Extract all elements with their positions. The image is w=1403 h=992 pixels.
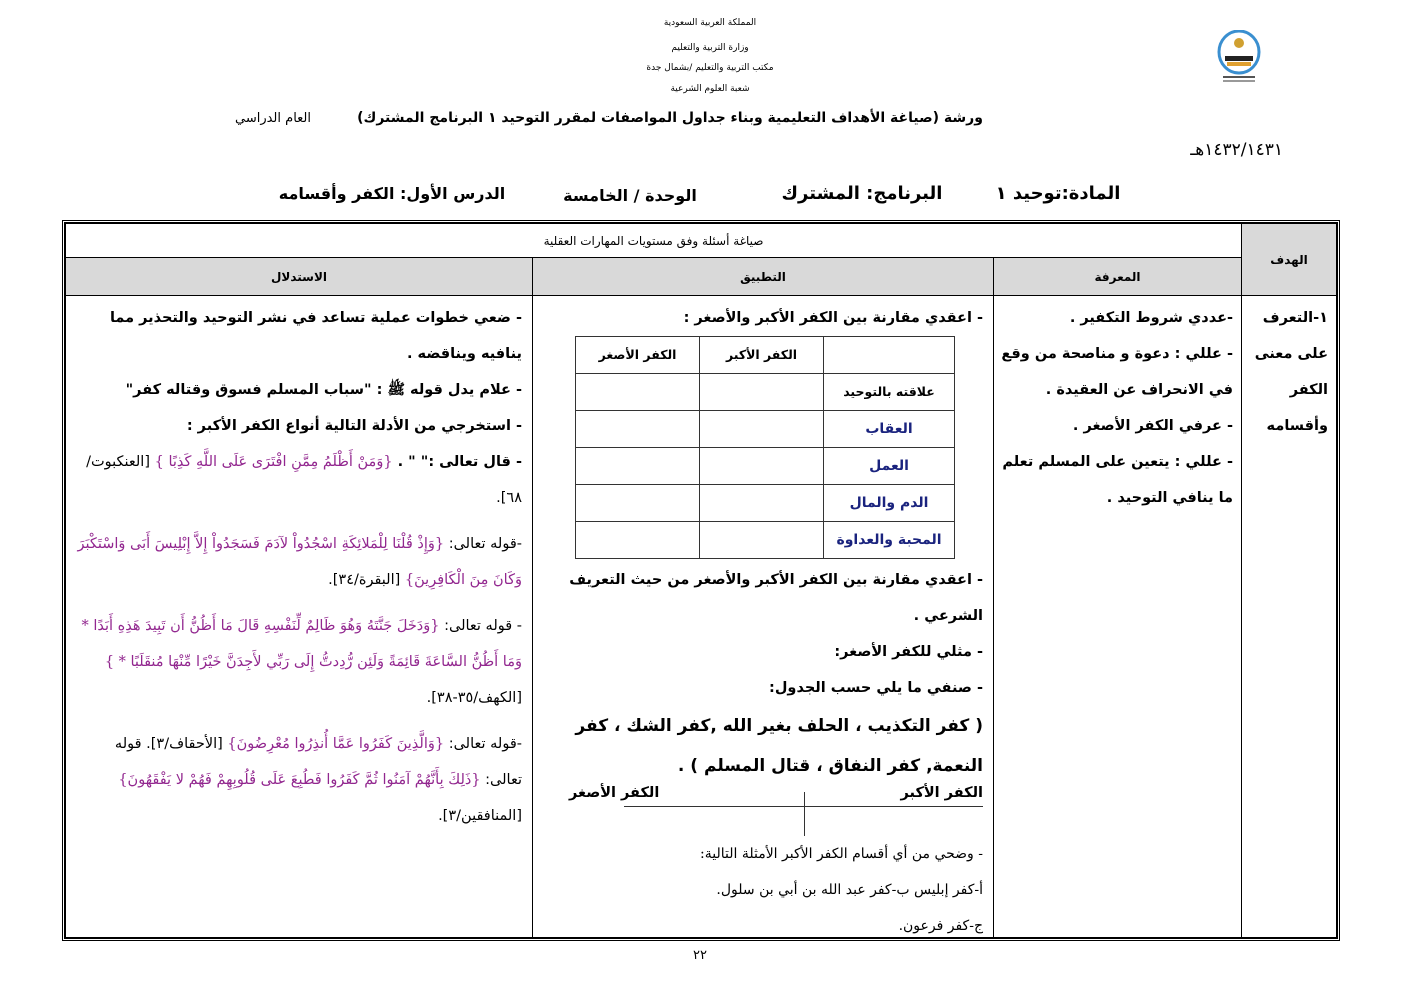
quran-verse: {وَالَّذِينَ كَفَرُوا عَمَّا أُنذِرُوا مُعْرِضُونَ} bbox=[227, 736, 445, 752]
verse-intro: - قال تعالى :" " . bbox=[392, 454, 522, 470]
row-label: العمل bbox=[824, 448, 955, 485]
verse-reference: [الأحقاف/٣]. قوله تعالى: bbox=[114, 736, 522, 788]
types-question: - وضحي من أي أقسام الكفر الأكبر الأمثلة التالية: bbox=[700, 846, 983, 862]
table-cell[interactable] bbox=[700, 448, 824, 485]
knowledge-item: -عددي شروط التكفير . bbox=[1069, 310, 1233, 326]
inference-item: - علام يدل قوله ﷺ : "سباب المسلم فسوق وقتاله كفر" bbox=[125, 382, 522, 398]
verse-reference: [الكهف/٣٥-٣٨]. bbox=[426, 690, 522, 706]
unit: الوحدة / الخامسة bbox=[563, 186, 697, 205]
comparison-table bbox=[575, 336, 955, 559]
major-label: الكفر الأكبر bbox=[900, 785, 983, 801]
verse-intro: -قوله تعالى: bbox=[444, 736, 522, 752]
inference-item bbox=[74, 726, 522, 834]
definition-question: - اعقدي مقارنة بين الكفر الأكبر والأصغر من حيث التعريف الشرعي . bbox=[569, 572, 983, 624]
ministry-name: وزارة التربية والتعليم bbox=[671, 43, 749, 53]
quran-verse: {وَإِذْ قُلْنَا لِلْمَلائِكَةِ اسْجُدُواْ لآدَمَ فَسَجَدُواْ إِلاَّ إِبْلِيسَ أَبَى وَاسْتَكْبَرَ وَكَانَ مِنَ الْكَافِرِينَ} bbox=[77, 536, 522, 588]
inference-item: - ضعي خطوات عملية تساعد في نشر التوحيد والتحذير مما ينافيه ويناقضه . bbox=[109, 310, 522, 362]
quran-verse: {وَمَنْ أَظْلَمُ مِمَّنِ افْتَرَى عَلَى اللَّهِ كَذِبًا } bbox=[154, 454, 393, 470]
inference-cell bbox=[65, 295, 533, 938]
program: البرنامج: المشترك bbox=[781, 183, 943, 204]
classification-chart bbox=[539, 786, 983, 836]
row-label: المحبة والعداوة bbox=[824, 522, 955, 559]
verse-intro: -قوله تعالى: bbox=[444, 536, 522, 552]
inference-item bbox=[74, 444, 522, 516]
row-label: علاقته بالتوحيد bbox=[824, 374, 955, 411]
application-cell bbox=[532, 295, 994, 938]
verse-reference: [المنافقين/٣]. bbox=[438, 808, 522, 824]
table-cell bbox=[824, 337, 955, 374]
verse-reference: [البقرة/٣٤]. bbox=[328, 572, 405, 588]
table-row bbox=[576, 337, 955, 374]
table-row bbox=[576, 485, 955, 522]
goal-text: ١-التعرف على معنى الكفر وأقسامه bbox=[1254, 310, 1328, 434]
divider-line bbox=[804, 792, 805, 836]
table-cell[interactable] bbox=[700, 485, 824, 522]
office-name: مكتب التربية والتعليم /بشمال جدة bbox=[646, 63, 774, 73]
subject: المادة:توحيد ١ bbox=[995, 183, 1121, 204]
department-name: شعبة العلوم الشرعية bbox=[670, 84, 750, 94]
classify-items: ( كفر التكذيب ، الحلف بغير الله ,كفر الشك ، كفر النعمة, كفر النفاق ، قتال المسلم ) . bbox=[575, 716, 983, 776]
header-knowledge: المعرفة bbox=[993, 257, 1242, 296]
table-cell[interactable] bbox=[576, 522, 700, 559]
specification-table bbox=[62, 220, 1340, 941]
header-title: صياغة أسئلة وفق مستويات المهارات العقلية bbox=[65, 223, 1242, 258]
table-row bbox=[576, 374, 955, 411]
quran-verse: {ذَلِكَ بِأَنَّهُمْ آمَنُوا ثُمَّ كَفَرُوا فَطُبِعَ عَلَى قُلُوبِهِمْ فَهُمْ لا يَفْقَهُونَ} bbox=[118, 772, 481, 788]
workshop-title: ورشة (صياغة الأهداف التعليمية وبناء جداول المواصفات لمقرر التوحيد ١ البرنامج المشترك) bbox=[357, 110, 983, 126]
table-cell[interactable] bbox=[700, 411, 824, 448]
lesson: الدرس الأول: الكفر وأقسامه bbox=[278, 184, 506, 203]
header-application: التطبيق bbox=[532, 257, 994, 296]
table-cell[interactable] bbox=[576, 448, 700, 485]
table-cell[interactable] bbox=[700, 522, 824, 559]
goal-cell bbox=[1241, 295, 1337, 938]
academic-year: ١٤٣٢/١٤٣١هـ bbox=[1190, 140, 1283, 160]
table-header-major: الكفر الأكبر bbox=[700, 337, 824, 374]
table-cell[interactable] bbox=[700, 374, 824, 411]
verse-intro: - قوله تعالى: bbox=[439, 618, 522, 634]
inference-item bbox=[74, 608, 522, 716]
table-row bbox=[576, 522, 955, 559]
inference-item bbox=[74, 526, 522, 598]
row-label: العقاب bbox=[824, 411, 955, 448]
row-label: الدم والمال bbox=[824, 485, 955, 522]
verse-reference: [العنكبوت/٦٨]. bbox=[86, 454, 522, 506]
ministry-logo bbox=[1215, 30, 1263, 85]
knowledge-item: - عللي : دعوة و مناصحة من وقع في الانحراف عن العقيدة . bbox=[1001, 346, 1233, 398]
header-goal: الهدف bbox=[1241, 223, 1337, 296]
table-row bbox=[576, 411, 955, 448]
quran-verse: {وَدَخَلَ جَنَّتَهُ وَهُوَ ظَالِمٌ لِّنَفْسِهِ قَالَ مَا أَظُنُّ أَن تَبِيدَ هَذِهِ أَبَدًا * وَمَا أَظُنُّ السَّاعَةَ قَائِمَةً وَلَئِن رُّدِدتُّ إِلَى رَبِّي لأَجِدَنَّ خَيْرًا مِّنْهَا مُنقَلَبًا * } bbox=[81, 618, 522, 670]
table-header-minor: الكفر الأصغر bbox=[576, 337, 700, 374]
table-row bbox=[576, 448, 955, 485]
country-name: المملكة العربية السعودية bbox=[663, 18, 757, 28]
knowledge-cell bbox=[993, 295, 1242, 938]
table-cell[interactable] bbox=[576, 485, 700, 522]
knowledge-item: - عرفي الكفر الأصغر . bbox=[1072, 418, 1233, 434]
header-inference: الاستدلال bbox=[65, 257, 533, 296]
page-number: ٢٢ bbox=[693, 948, 707, 963]
table-cell[interactable] bbox=[576, 411, 700, 448]
classify-question: - صنفي ما يلي حسب الجدول: bbox=[769, 680, 983, 696]
comparison-question: - اعقدي مقارنة بين الكفر الأكبر والأصغر : bbox=[683, 310, 983, 326]
table-cell[interactable] bbox=[576, 374, 700, 411]
knowledge-item: - عللي : يتعين على المسلم تعلم ما ينافي التوحيد . bbox=[1002, 454, 1233, 506]
minor-label: الكفر الأصغر bbox=[569, 785, 660, 801]
types-example-c: ج-كفر فرعون. bbox=[898, 918, 983, 934]
inference-item: - استخرجي من الأدلة التالية أنواع الكفر الأكبر : bbox=[186, 418, 522, 434]
types-examples: أ-كفر إبليس ب-كفر عبد الله بن أبي بن سلول. bbox=[716, 882, 983, 898]
example-question: - مثلي للكفر الأصغر: bbox=[834, 644, 983, 660]
academic-year-label: العام الدراسي bbox=[234, 111, 312, 126]
